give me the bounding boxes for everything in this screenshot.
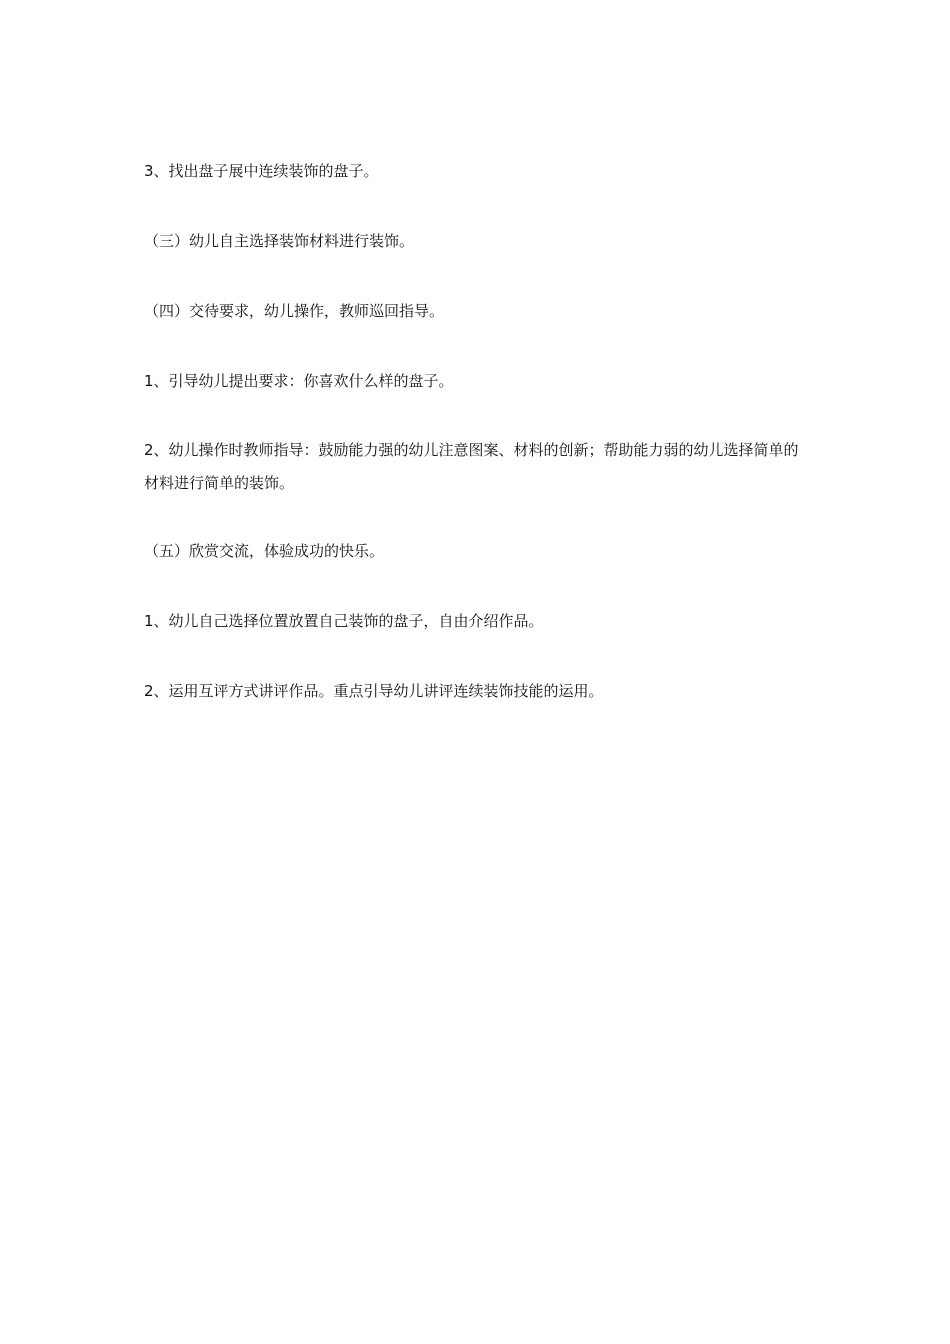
paragraph-step-2: 2、幼儿操作时教师指导：鼓励能力强的幼儿注意图案、材料的创新；帮助能力弱的幼儿选择简单的材料进行简单的装饰。 [144,441,799,492]
paragraph-step-1: 1、引导幼儿提出要求：你喜欢什么样的盘子。 [144,372,454,390]
document-body [144,158,804,748]
section-heading-4: （四）交待要求，幼儿操作，教师巡回指导。 [144,302,445,320]
section-heading-3: （三）幼儿自主选择装饰材料进行装饰。 [144,232,415,250]
paragraph-step-1b: 1、幼儿自己选择位置放置自己装饰的盘子，自由介绍作品。 [144,612,544,630]
paragraph-step-3: 3、找出盘子展中连续装饰的盘子。 [144,162,379,180]
section-heading-5: （五）欣赏交流，体验成功的快乐。 [144,542,385,560]
paragraph-step-2b: 2、运用互评方式讲评作品。重点引导幼儿讲评连续装饰技能的运用。 [144,682,604,700]
